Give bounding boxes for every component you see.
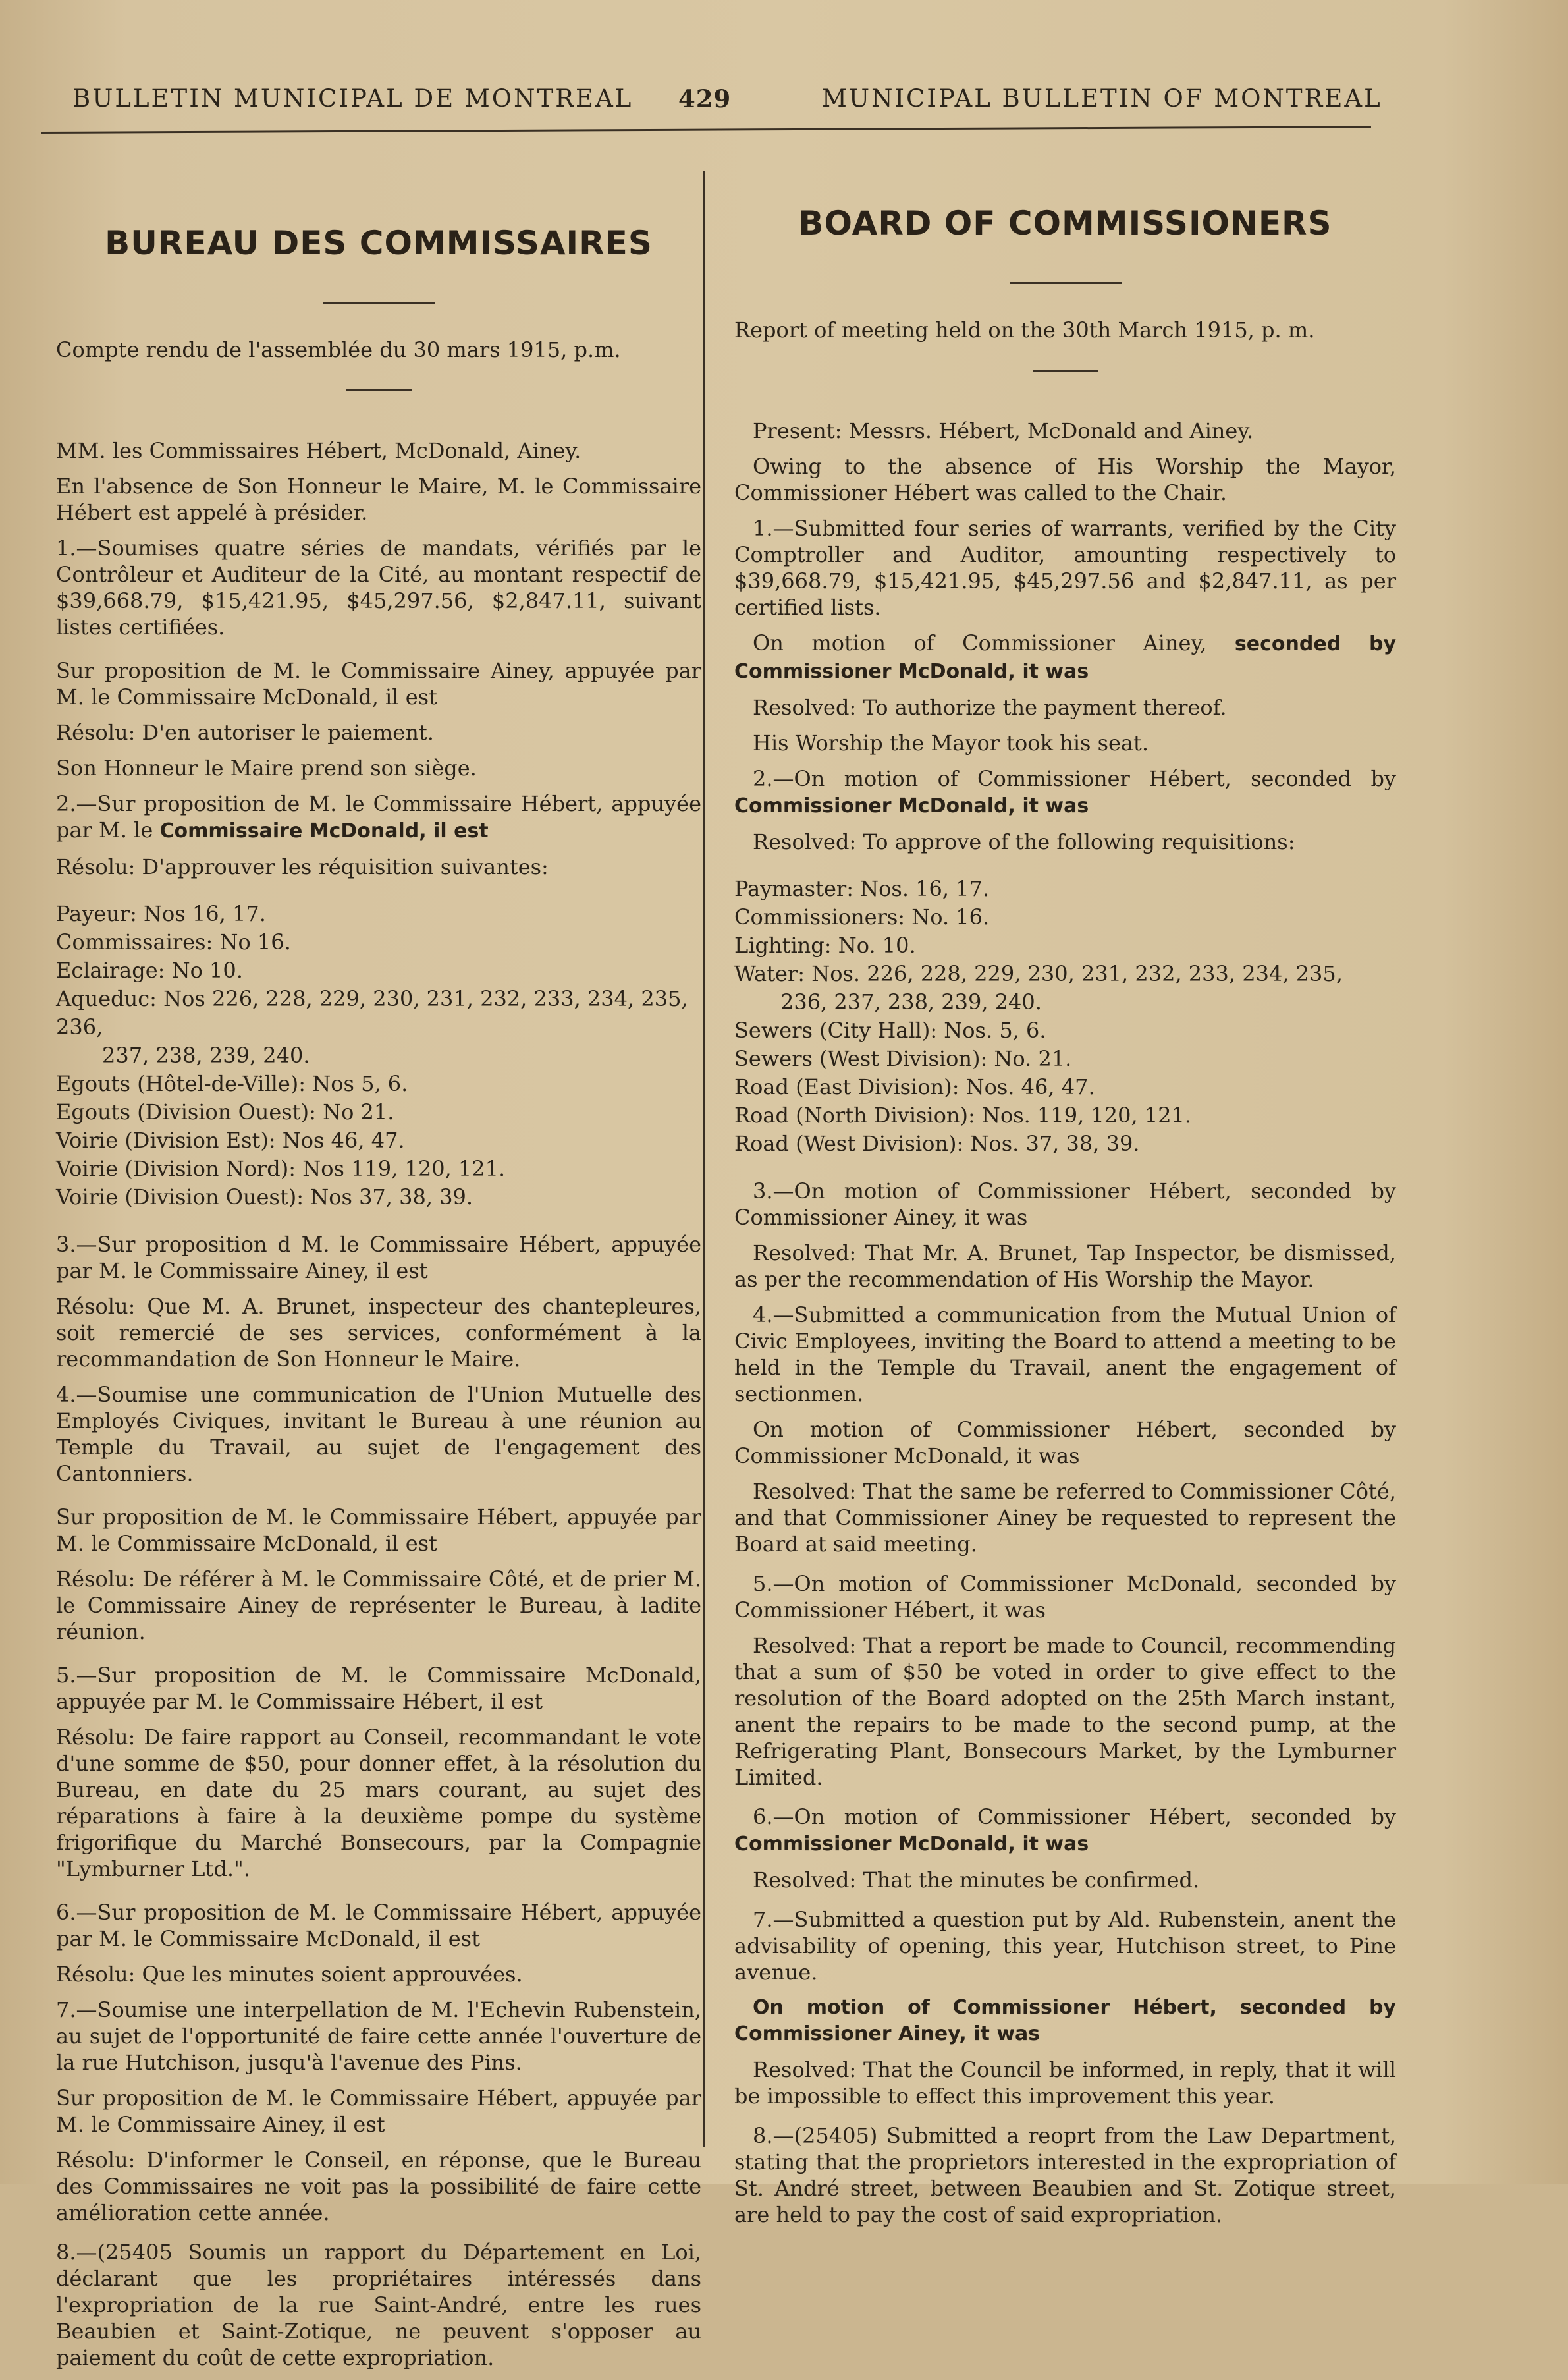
paragraph: Resolved: To approve of the following requisitions: — [753, 829, 1295, 854]
english-meeting-line: Report of meeting held on the 30th March 1915, p. m. — [734, 318, 1315, 343]
paragraph-bold-text: Commissioner McDonald, it was — [734, 794, 1089, 817]
paragraph-text: 6.—On motion of Commissioner Hébert, seconded by — [753, 1804, 1396, 1829]
paragraph — [56, 790, 701, 844]
french-column — [56, 198, 701, 2380]
title-rule — [1010, 282, 1122, 284]
list-item: Egouts (Division Ouest): No 21. — [56, 1099, 394, 1124]
list-item: Road (West Division): Nos. 37, 38, 39. — [734, 1131, 1140, 1156]
list-item: Payeur: Nos 16, 17. — [56, 901, 266, 926]
header-rule — [41, 126, 1371, 134]
paragraph — [734, 1804, 1396, 1858]
list-item: Road (North Division): Nos. 119, 120, 121. — [734, 1103, 1192, 1128]
paragraph: Resolved: That the minutes be confirmed. — [753, 1868, 1200, 1893]
paragraph — [734, 630, 1396, 685]
paragraph-bold-text: seconded by Commissioner McDonald, it was — [734, 632, 1397, 683]
paragraph: 1.—Soumises quatre séries de mandats, vérifiés par le Contrôleur et Auditeur de la Cité, au montant respectif de $39,668.79, $15,421.95, $45,297.56, $2,847.11, suivant listes certifiées. — [56, 536, 701, 640]
paragraph: Résolu: D'informer le Conseil, en réponse, que le Bureau des Commissaires ne voit pas la possibilité de faire cette amélioration cette année. — [56, 2147, 701, 2225]
paragraph: Résolu: De référer à M. le Commissaire Côté, et de prier M. le Commissaire Ainey de représenter le Bureau, à ladite réunion. — [56, 1566, 701, 1644]
paragraph: 6.—Sur proposition de M. le Commissaire Hébert, appuyée par M. le Commissaire McDonald, il est — [56, 1900, 701, 1951]
paragraph: Sur proposition de M. le Commissaire Hébert, appuyée par M. le Commissaire Ainey, il est — [56, 2086, 701, 2137]
paragraph: 4.—Submitted a communication from the Mutual Union of Civic Employees, inviting the Board to attend a meeting to be held in the Temple du Travail, anent the engagement of sectionmen. — [734, 1302, 1396, 1406]
paragraph: Résolu: De faire rapport au Conseil, recommandant le vote d'une somme de $50, pour donner effet, à la résolution du Bureau, en date du 25 mars courant, au sujet des réparations à faire à la deuxième pompe du système frigorifique du Marché Bonsecours, par la Compagnie "Lymburner Ltd.". — [56, 1725, 701, 1881]
list-item: 236, 237, 238, 239, 240. — [780, 989, 1042, 1014]
paragraph-text: On motion of Commissioner Ainey, — [753, 630, 1207, 655]
title-rule — [323, 302, 435, 304]
list-item: Sewers (City Hall): Nos. 5, 6. — [734, 1018, 1046, 1043]
list-item: Lighting: No. 10. — [734, 933, 916, 958]
list-item: Voirie (Division Nord): Nos 119, 120, 121. — [56, 1156, 506, 1181]
paragraph: 8.—(25405) Submitted a reoprt from the Law Department, stating that the proprietors interested in the expropriation of St. André street, between Beaubien and St. Zotique street, are held to pay the cost of said expropriation. — [734, 2123, 1396, 2227]
running-head-french: BULLETIN MUNICIPAL DE MONTREAL — [72, 84, 634, 113]
paragraph: Résolu: Que les minutes soient approuvées. — [56, 1962, 523, 1987]
english-column — [734, 198, 1396, 2237]
paragraph: Resolved: That a report be made to Council, recommending that a sum of $50 be voted in order to give effect to the resolution of the Board adopted on the 25th March instant, anent the repairs to be made to the second pump, at the Refrigerating Plant, Bonsecours Market, by the Lymburner Limited. — [734, 1633, 1396, 1790]
paragraph: 7.—Submitted a question put by Ald. Rubenstein, anent the advisability of opening, this year, Hutchison street, to Pine avenue. — [734, 1907, 1396, 1985]
running-head-english: MUNICIPAL BULLETIN OF MONTREAL — [822, 84, 1382, 113]
list-item: Commissaires: No 16. — [56, 929, 291, 955]
paragraph: On motion of Commissioner Hébert, seconded by Commissioner Ainey, it was — [734, 1996, 1396, 2045]
meeting-rule — [1033, 370, 1098, 372]
paragraph-bold-text: Commissaire McDonald, il est — [159, 819, 489, 843]
paragraph: Present: Messrs. Hébert, McDonald and Ainey. — [753, 418, 1254, 443]
column-divider — [703, 171, 705, 2147]
list-item: Sewers (West Division): No. 21. — [734, 1046, 1072, 1071]
paragraph: 3.—Sur proposition d M. le Commissaire Hébert, appuyée par M. le Commissaire Ainey, il est — [56, 1232, 701, 1283]
list-item: Voirie (Division Est): Nos 46, 47. — [56, 1128, 405, 1153]
paragraph: 4.—Soumise une communication de l'Union Mutuelle des Employés Civiques, invitant le Bureau à une réunion au Temple du Travail, au sujet de l'engagement des Cantonniers. — [56, 1382, 701, 1486]
list-item: Voirie (Division Ouest): Nos 37, 38, 39. — [56, 1184, 473, 1209]
list-item: Road (East Division): Nos. 46, 47. — [734, 1074, 1095, 1099]
paragraph: 8.—(25405 Soumis un rapport du Département en Loi, déclarant que les propriétaires intéressés dans l'expropriation de la rue Saint-André, entre les rues Beaubien et Saint-Zotique, ne peuvent s'opposer au paiement du coût de cette expropriation. — [56, 2240, 701, 2370]
paragraph: Sur proposition de M. le Commissaire Ainey, appuyée par M. le Commissaire McDonald, il est — [56, 658, 701, 709]
paragraph: Résolu: Que M. A. Brunet, inspecteur des chantepleures, soit remercié de ses services, conformément à la recommandation de Son Honneur le Maire. — [56, 1294, 701, 1371]
list-item: Egouts (Hôtel-de-Ville): Nos 5, 6. — [56, 1071, 408, 1096]
paragraph: Resolved: That the Council be informed, in reply, that it will be impossible to effect this improvement this year. — [734, 2057, 1396, 2109]
english-title: BOARD OF COMMISSIONERS — [798, 204, 1332, 242]
list-item: Water: Nos. 226, 228, 229, 230, 231, 232, 233, 234, 235, — [734, 961, 1343, 986]
paragraph: 7.—Soumise une interpellation de M. l'Echevin Rubenstein, au sujet de l'opportunité de faire cette année l'ouverture de la rue Hutchison, jusqu'à l'avenue des Pins. — [56, 1997, 701, 2075]
list-item: Commissioners: No. 16. — [734, 904, 990, 929]
paragraph: 1.—Submitted four series of warrants, verified by the City Comptroller and Auditor, amounting respectively to $39,668.79, $15,421.95, $45,297.56 and $2,847.11, as per certified lists. — [734, 516, 1396, 620]
paragraph: MM. les Commissaires Hébert, McDonald, Ainey. — [56, 438, 581, 463]
paragraph-text: 2.—On motion of Commissioner Hébert, seconded by — [753, 766, 1396, 791]
page-number: 429 — [678, 84, 732, 113]
list-item: 237, 238, 239, 240. — [102, 1043, 310, 1068]
paragraph — [734, 765, 1396, 819]
paragraph: Sur proposition de M. le Commissaire Hébert, appuyée par M. le Commissaire McDonald, il est — [56, 1505, 701, 1556]
paragraph: His Worship the Mayor took his seat. — [753, 731, 1149, 756]
paragraph: 5.—On motion of Commissioner McDonald, seconded by Commissioner Hébert, it was — [734, 1571, 1396, 1622]
meeting-rule — [346, 389, 412, 391]
paragraph: 5.—Sur proposition de M. le Commissaire McDonald, appuyée par M. le Commissaire Hébert, il est — [56, 1663, 701, 1714]
french-requisition-list — [56, 900, 701, 1211]
list-item: Aqueduc: Nos 226, 228, 229, 230, 231, 232, 233, 234, 235, 236, — [56, 986, 688, 1039]
list-item: Eclairage: No 10. — [56, 958, 243, 983]
paragraph: Résolu: D'approuver les réquisition suivantes: — [56, 854, 549, 879]
paragraph: Resolved: That the same be referred to Commissioner Côté, and that Commissioner Ainey be requested to represent the Board at said meeting. — [734, 1479, 1396, 1557]
french-title: BUREAU DES COMMISSAIRES — [105, 224, 653, 262]
french-meeting-line: Compte rendu de l'assemblée du 30 mars 1915, p.m. — [56, 337, 621, 362]
paragraph: 3.—On motion of Commissioner Hébert, seconded by Commissioner Ainey, it was — [734, 1178, 1396, 1230]
english-requisition-list — [734, 875, 1396, 1158]
paragraph: Resolved: To authorize the payment thereof. — [753, 695, 1227, 720]
paragraph: Owing to the absence of His Worship the Mayor, Commissioner Hébert was called to the Chair. — [734, 454, 1396, 505]
list-item: Paymaster: Nos. 16, 17. — [734, 876, 990, 901]
paragraph: En l'absence de Son Honneur le Maire, M. le Commissaire Hébert est appelé à présider. — [56, 474, 701, 525]
paragraph: On motion of Commissioner Hébert, seconded by Commissioner McDonald, it was — [734, 1417, 1396, 1468]
paragraph: Résolu: D'en autoriser le paiement. — [56, 720, 434, 745]
paragraph-text: 2.—Sur proposition de M. le Commissaire Hébert, appuyée par M. le — [56, 791, 701, 843]
paragraph-bold-text: Commissioner McDonald, it was — [734, 1833, 1089, 1856]
paragraph: Resolved: That Mr. A. Brunet, Tap Inspector, be dismissed, as per the recommendation of His Worship the Mayor. — [734, 1240, 1396, 1292]
paragraph: Son Honneur le Maire prend son siège. — [56, 756, 477, 781]
